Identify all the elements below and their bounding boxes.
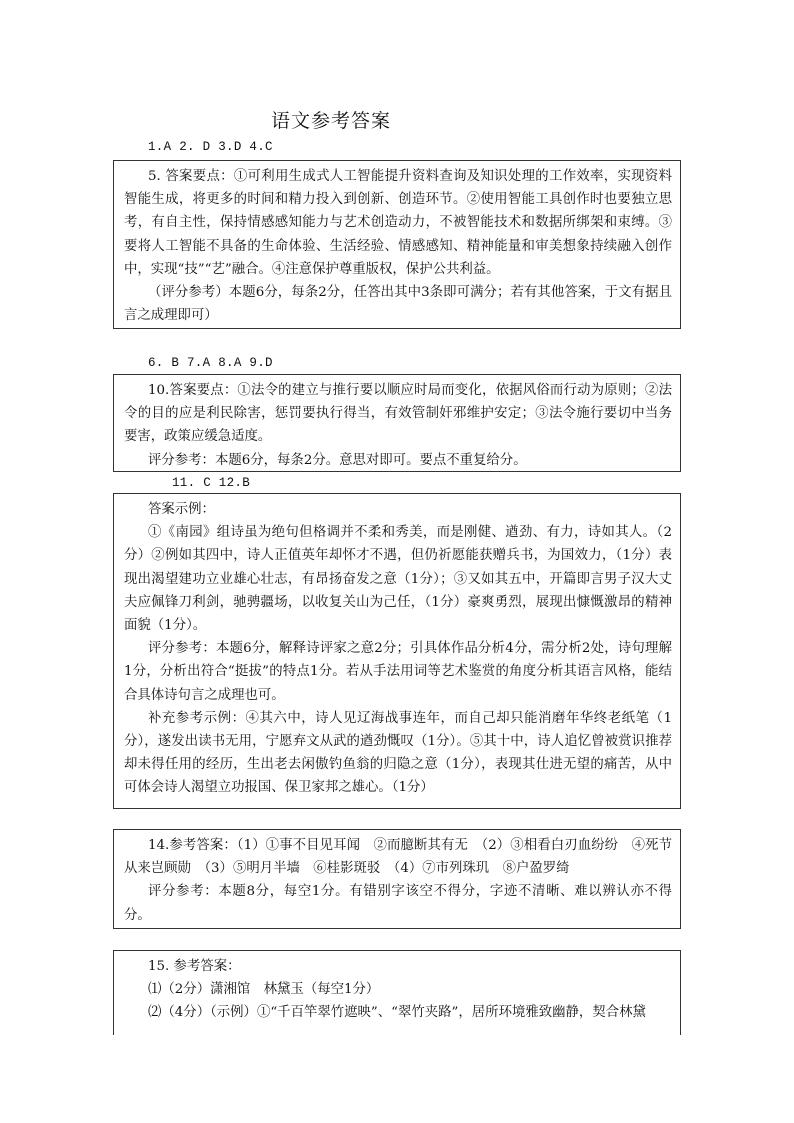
q14-scoring-text: 评分参考：本题8分，每空1分。有错别字该空不得分，字迹不清晰、难以辨认亦不得分。 — [124, 884, 672, 923]
q10-answer-text: 10.答案要点：①法令的建立与推行要以顺应时局而变化，依据风俗而行动为原则；②法令的目的应是利民除害，惩罚要执行得当，有效管制奸邪维护安定；③法令施行要切中当务要害，政策应缓急适度。 — [124, 383, 672, 445]
answer-box-q5 — [113, 160, 681, 329]
answer-box-q15 — [113, 950, 681, 1035]
q13-scoring-text: 评分参考：本题6分，解释诗评家之意2分；引具体作品分析4分，需分析2处，诗句理解1分，分析出符合“挺拔”的特点1分。若从手法用词等艺术鉴赏的角度分析其语言风格，能结合具体诗句言之成理也可。 — [124, 641, 672, 703]
page-title: 语文参考答案 — [271, 110, 392, 132]
q13-heading: 答案示例： — [148, 502, 215, 517]
q15-part1-text: ⑴（2分）潇湘馆 林黛玉（每空1分） — [148, 982, 380, 998]
mcq-answers-1-4: 1.A 2. D 3.D 4.C — [148, 140, 273, 154]
q13-supplement-text: 补充参考示例：④其六中，诗人见辽海战事连年，而自己却只能消磨年华终老纸笔（1分），遂发出读书无用，宁愿弃文从武的遒劲慨叹（1分）。⑤其十中，诗人追忆曾被赏识推荐却未得任用的经历，生出老去闲傲钓鱼翁的归隐之意（1分），表现其仕进无望的痛苦，从中可体会诗人渴望立功报国、保卫家邦之雄心。（1分） — [124, 710, 672, 796]
answer-box-q10 — [113, 374, 681, 472]
answer-box-q14 — [113, 829, 681, 929]
q13-answer-text: ①《南园》组诗虽为绝句但格调并不柔和秀美，而是刚健、遒劲、有力，诗如其人。（2分）②例如其四中，诗人正值英年却怀才不遇，但仍祈愿能获赠兵书，为国效力，（1分）表现出渴望建功立业雄心壮志，有昂扬奋发之意（1分）；③又如其五中，开篇即言男子汉大丈夫应佩锋刀利剑，驰骋疆场，以收复关山为己任，（1分）豪爽勇烈，展现出慷慨激昂的精神面貌（1分）。 — [124, 525, 672, 634]
mcq-answers-11-12: 11. C 12.B — [172, 476, 251, 490]
q15-part2-text: ⑵（4分）（示例）①“千百竿翠竹遮映”、“翠竹夹路”，居所环境雅致幽静，契合林黛 — [148, 1005, 646, 1021]
q14-answer-text: 14.参考答案：（1）①事不目见耳闻 ②而臆断其有无 （2）③相看白刃血纷纷 ④死节从来岂顾勋 （3）⑤明月半墙 ⑥桂影斑驳 （4）⑦市列珠玑 ⑧户盈罗绮 — [124, 838, 672, 877]
q5-scoring-text: （评分参考）本题6分，每条2分，任答出其中3条即可满分；若有其他答案，于文有据且言之成理即可） — [124, 285, 672, 324]
q5-answer-text: 5. 答案要点：①可利用生成式人工智能提升资料查询及知识处理的工作效率，实现资料智能生成，将更多的时间和精力投入到创新、创造环节。②使用智能工具创作时也要独立思考，有自主性，保持情感感知能力与艺术创造动力，不被智能技术和数据所绑架和束缚。③要将人工智能不具备的生命体验、生活经验、情感感知、精神能量和审美想象持续融入创作中，实现“技”“艺”融合。④注意保护尊重版权，保护公共利益。 — [124, 169, 672, 277]
answer-box-q13 — [113, 493, 681, 809]
q10-scoring-text: 评分参考：本题6分，每条2分。意思对即可。要点不重复给分。 — [148, 452, 527, 468]
mcq-answers-6-9: 6. B 7.A 8.A 9.D — [148, 356, 273, 370]
q15-heading: 15. 参考答案： — [148, 959, 241, 974]
